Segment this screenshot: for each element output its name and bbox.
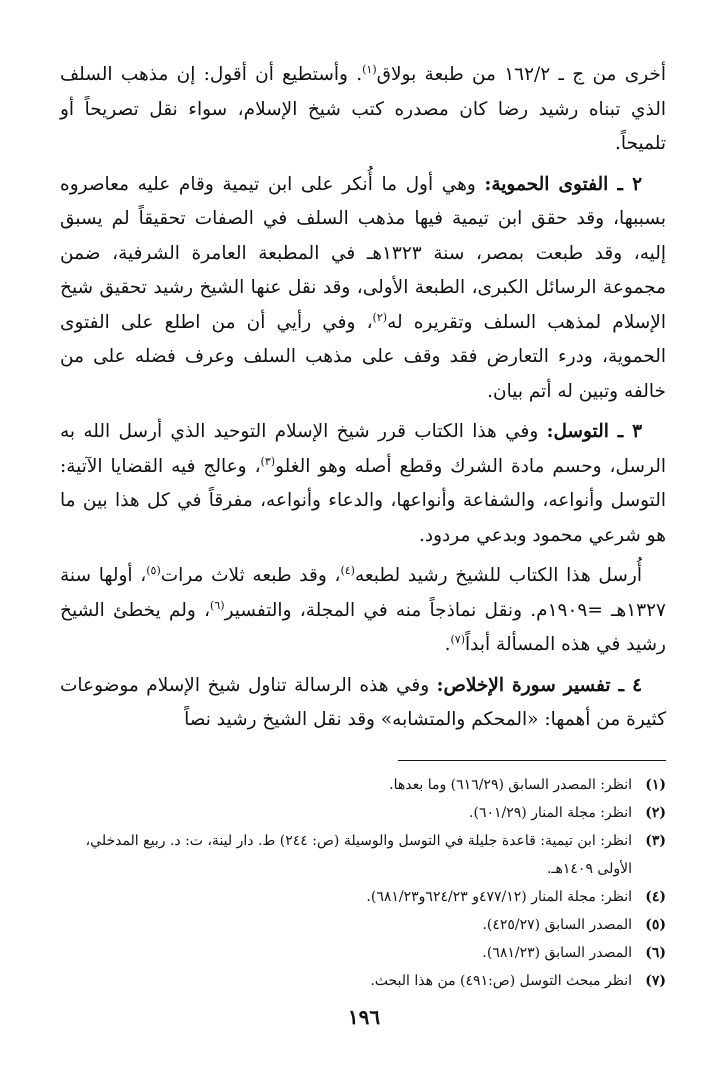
footnote-item [60,911,666,939]
paragraph-text: ، ولم يخطئ الشيخ رشيد في هذه المسألة أبداً [60,599,666,655]
footnote-item [60,827,666,883]
paragraph-printing [60,559,666,663]
footnote-text: المصدر السابق (٦٨١/٢٣). [482,944,632,961]
footnote-text: انظر: مجلة المنار (٤٧٧/١٢و ٦٢٤/٢٣و٦٨١/٢٣). [366,888,632,905]
paragraph-ikhlas [60,669,666,738]
footnote-ref-5[interactable]: (٥) [146,563,161,577]
footnote-ref-7[interactable]: (٧) [450,632,466,646]
footnote-text: انظر مبحث التوسل (ص:٤٩١) من هذا البحث. [370,972,632,989]
footnote-number: (٦) [645,944,666,961]
paragraph-text: . وأستطيع أن أقول: إن مذهب السلف الذي تبناه رشيد رضا كان مصدره كتب شيخ الإسلام، سواء نقل تصريحاً أو تلميحاً. [60,64,666,154]
paragraph-text: وفي هذا الكتاب قرر شيخ الإسلام التوحيد الذي أرسل الله به الرسل، وحسم مادة الشرك وقطع أصله وهو الغلو [60,421,666,477]
footnote-number: (٥) [645,916,666,933]
paragraph-text: ، أولها سنة ١٣٢٧هـ =١٩٠٩م. ونقل نماذجاً منه في المجلة، والتفسير [60,565,666,621]
footnote-item [60,967,666,995]
footnote-item [60,799,666,827]
paragraph-text: وهي أول ما أُنكر على ابن تيمية وقام عليه معاصروه بسببها، وقد حقق ابن تيمية فيها مذهب السلف في الصفات تحقيقاً لم يسبق إليه، وقد طبعت بمصر، سنة ١٣٢٣هـ في المطبعة العامرة الشرفية، ضمن مجموعة الرسائل الكبرى، الطبعة الأولى، وقد نقل عنها الشيخ رشيد تحقيق شيخ الإسلام لمذهب السلف وتقريره له [60,173,666,333]
footnote-text: انظر: مجلة المنار (٦٠١/٢٩). [469,804,632,821]
footnote-number: (٢) [645,804,666,821]
footnote-number: (١) [645,776,666,793]
paragraph-text: أخرى من ج ـ ١٦٢/٢ من طبعة بولاق [376,64,666,85]
footnote-number: (٤) [645,888,666,905]
footnote-item [60,883,666,911]
footnote-text: انظر: ابن تيمية: قاعدة جليلة في التوسل والوسيلة (ص: ٢٤٤) ط. دار لينة، ت: د. ربيع المدخلي، الأولى ١٤٠٩هـ. [85,832,632,877]
paragraph-text: ، وقد طبعه ثلاث مرات [160,565,341,586]
paragraph-text: أُرسل هذا الكتاب للشيخ رشيد لطبعه [354,565,643,586]
footnotes-list [60,771,666,995]
footnote-text: المصدر السابق (٤٢٥/٢٧). [482,916,632,933]
footnote-divider [398,760,666,761]
paragraph-text: ، وعالج فيه القضايا الآتية: التوسل وأنواعه، والشفاعة وأنواعها، والدعاء وأنواعه، مفرقاً في كل هذا بين ما هو شرعي محمود وبدعي مردود. [60,455,666,546]
footnote-ref-3[interactable]: (٣) [260,454,276,468]
footnote-ref-2[interactable]: (٢) [372,310,388,324]
paragraph-text: . [444,634,451,655]
paragraph-text: ، وفي رأيي أن من اطلع على الفتوى الحموية، ودرء التعارض فقد وقف على مذهب السلف وعرف فضله على من خالفه وتبين له أتم بيان. [60,311,666,402]
footnote-ref-6[interactable]: (٦) [210,598,225,612]
footnote-item [60,771,666,799]
section-heading-fatwa: ٢ ـ الفتوى الحموية: [484,173,642,195]
page-number: ١٩٦ [347,1005,381,1029]
section-heading-tawassul: ٣ ـ التوسل: [546,421,642,442]
paragraph-salaf-source [60,58,666,162]
footnote-ref-1[interactable]: (١) [362,62,377,76]
paragraph-fatwa-hamawiyya [60,168,666,410]
footnote-number: (٧) [645,972,666,989]
footnote-item [60,939,666,967]
paragraph-tawassul [60,415,666,553]
section-heading-ikhlas: ٤ ـ تفسير سورة الإخلاص: [436,674,642,696]
footnote-number: (٣) [645,832,666,849]
footnote-text: انظر: المصدر السابق (٦١٦/٢٩) وما بعدها. [389,776,632,793]
paragraph-text: وفي هذه الرسالة تناول شيخ الإسلام موضوعات كثيرة من أهمها: «المحكم والمتشابه» وقد نقل الشيخ رشيد نصاً [60,674,666,730]
footnote-ref-4[interactable]: (٤) [340,563,355,577]
